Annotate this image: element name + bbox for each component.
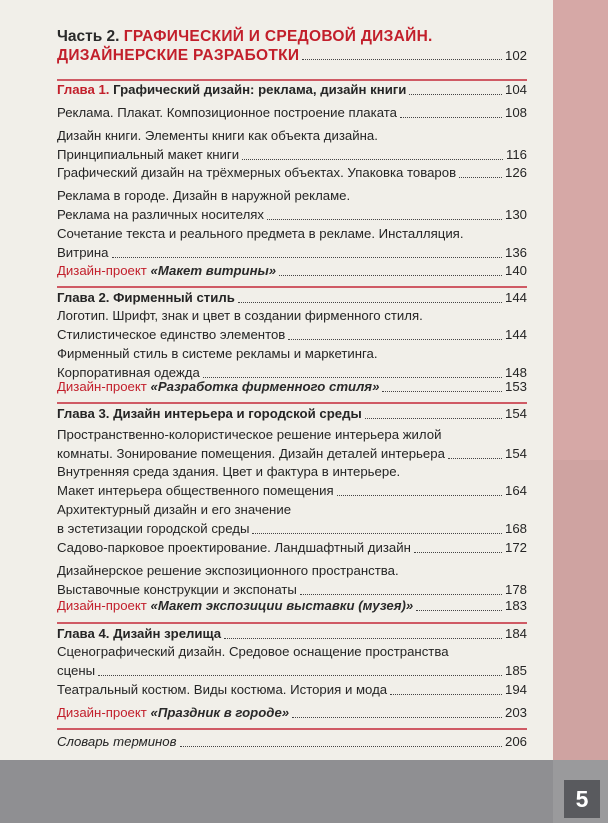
divider xyxy=(57,622,527,624)
part-title-line2: ДИЗАЙНЕРСКИЕ РАЗРАБОТКИ xyxy=(57,47,300,64)
toc-entry[interactable]: Дизайн книги. Элементы книги как объекта дизайна. Принципиальный макет книги 116 xyxy=(57,128,527,162)
design-project-3[interactable]: Дизайн-проект «Макет экспозиции выставки (музея)» 183 xyxy=(57,598,527,613)
part-heading xyxy=(57,27,527,65)
toc-entry[interactable]: Архитектурный дизайн и его значение в эстетизации городской среды 168 xyxy=(57,502,527,536)
divider xyxy=(57,728,527,730)
chapter-1-page: 104 xyxy=(504,82,527,97)
chapter-1-title: Графический дизайн: реклама, дизайн книги xyxy=(113,82,407,97)
chapter-4-heading[interactable]: Глава 4. Дизайн зрелища 184 xyxy=(57,626,527,641)
toc-entry[interactable]: Реклама. Плакат. Композиционное построение плаката 108 xyxy=(57,105,527,120)
bottom-band xyxy=(0,760,608,823)
chapter-1-label: Глава 1. xyxy=(57,82,110,97)
part-title-line1: ГРАФИЧЕСКИЙ И СРЕДОВОЙ ДИЗАЙН. xyxy=(123,28,433,45)
side-color-strip-lower xyxy=(553,460,608,760)
chapter-3-heading[interactable]: Глава 3. Дизайн интерьера и городской среды 154 xyxy=(57,406,527,421)
design-project-2[interactable]: Дизайн-проект «Разработка фирменного стиля» 153 xyxy=(57,379,527,394)
glossary-entry[interactable]: Словарь терминов 206 xyxy=(57,734,527,749)
design-project-4[interactable]: Дизайн-проект «Праздник в городе» 203 xyxy=(57,705,527,720)
toc-entry[interactable]: Пространственно-колористическое решение интерьера жилой комнаты. Зонирование помещения. Дизайн деталей интерьера 154 xyxy=(57,427,527,461)
toc-entry[interactable]: Логотип. Шрифт, знак и цвет в создании фирменного стиля. Стилистическое единство элементов 144 xyxy=(57,308,527,342)
toc-entry[interactable]: Внутренняя среда здания. Цвет и фактура в интерьере. Макет интерьера общественного помещения 164 xyxy=(57,464,527,498)
chapter-2-heading[interactable]: Глава 2. Фирменный стиль 144 xyxy=(57,290,527,305)
toc-entry[interactable]: Сценографический дизайн. Средовое оснащение пространства сцены 185 xyxy=(57,644,527,678)
toc-entry[interactable]: Садово-парковое проектирование. Ландшафтный дизайн 172 xyxy=(57,540,527,555)
toc-entry[interactable]: Фирменный стиль в системе рекламы и маркетинга. Корпоративная одежда 148 xyxy=(57,346,527,380)
toc-entry[interactable]: Реклама в городе. Дизайн в наружной рекламе. Реклама на различных носителях 130 xyxy=(57,188,527,222)
toc-entry[interactable]: Сочетание текста и реального предмета в рекламе. Инсталляция. Витрина 136 xyxy=(57,226,527,260)
divider xyxy=(57,402,527,404)
chapter-1-heading[interactable] xyxy=(57,81,527,100)
page-number: 5 xyxy=(564,780,600,818)
leader-dots xyxy=(302,59,502,60)
part-page[interactable]: 102 xyxy=(504,48,527,63)
part-label: Часть 2. xyxy=(57,28,120,45)
design-project-1[interactable]: Дизайн-проект «Макет витрины» 140 xyxy=(57,263,527,278)
divider xyxy=(57,286,527,288)
bottom-band-left xyxy=(0,760,553,823)
toc-entry[interactable]: Дизайнерское решение экспозиционного пространства. Выставочные конструкции и экспонаты 178 xyxy=(57,563,527,597)
toc-entry[interactable]: Графический дизайн на трёхмерных объектах. Упаковка товаров 126 xyxy=(57,165,527,180)
side-color-strip xyxy=(553,0,608,760)
toc-entry[interactable]: Театральный костюм. Виды костюма. История и мода 194 xyxy=(57,682,527,697)
